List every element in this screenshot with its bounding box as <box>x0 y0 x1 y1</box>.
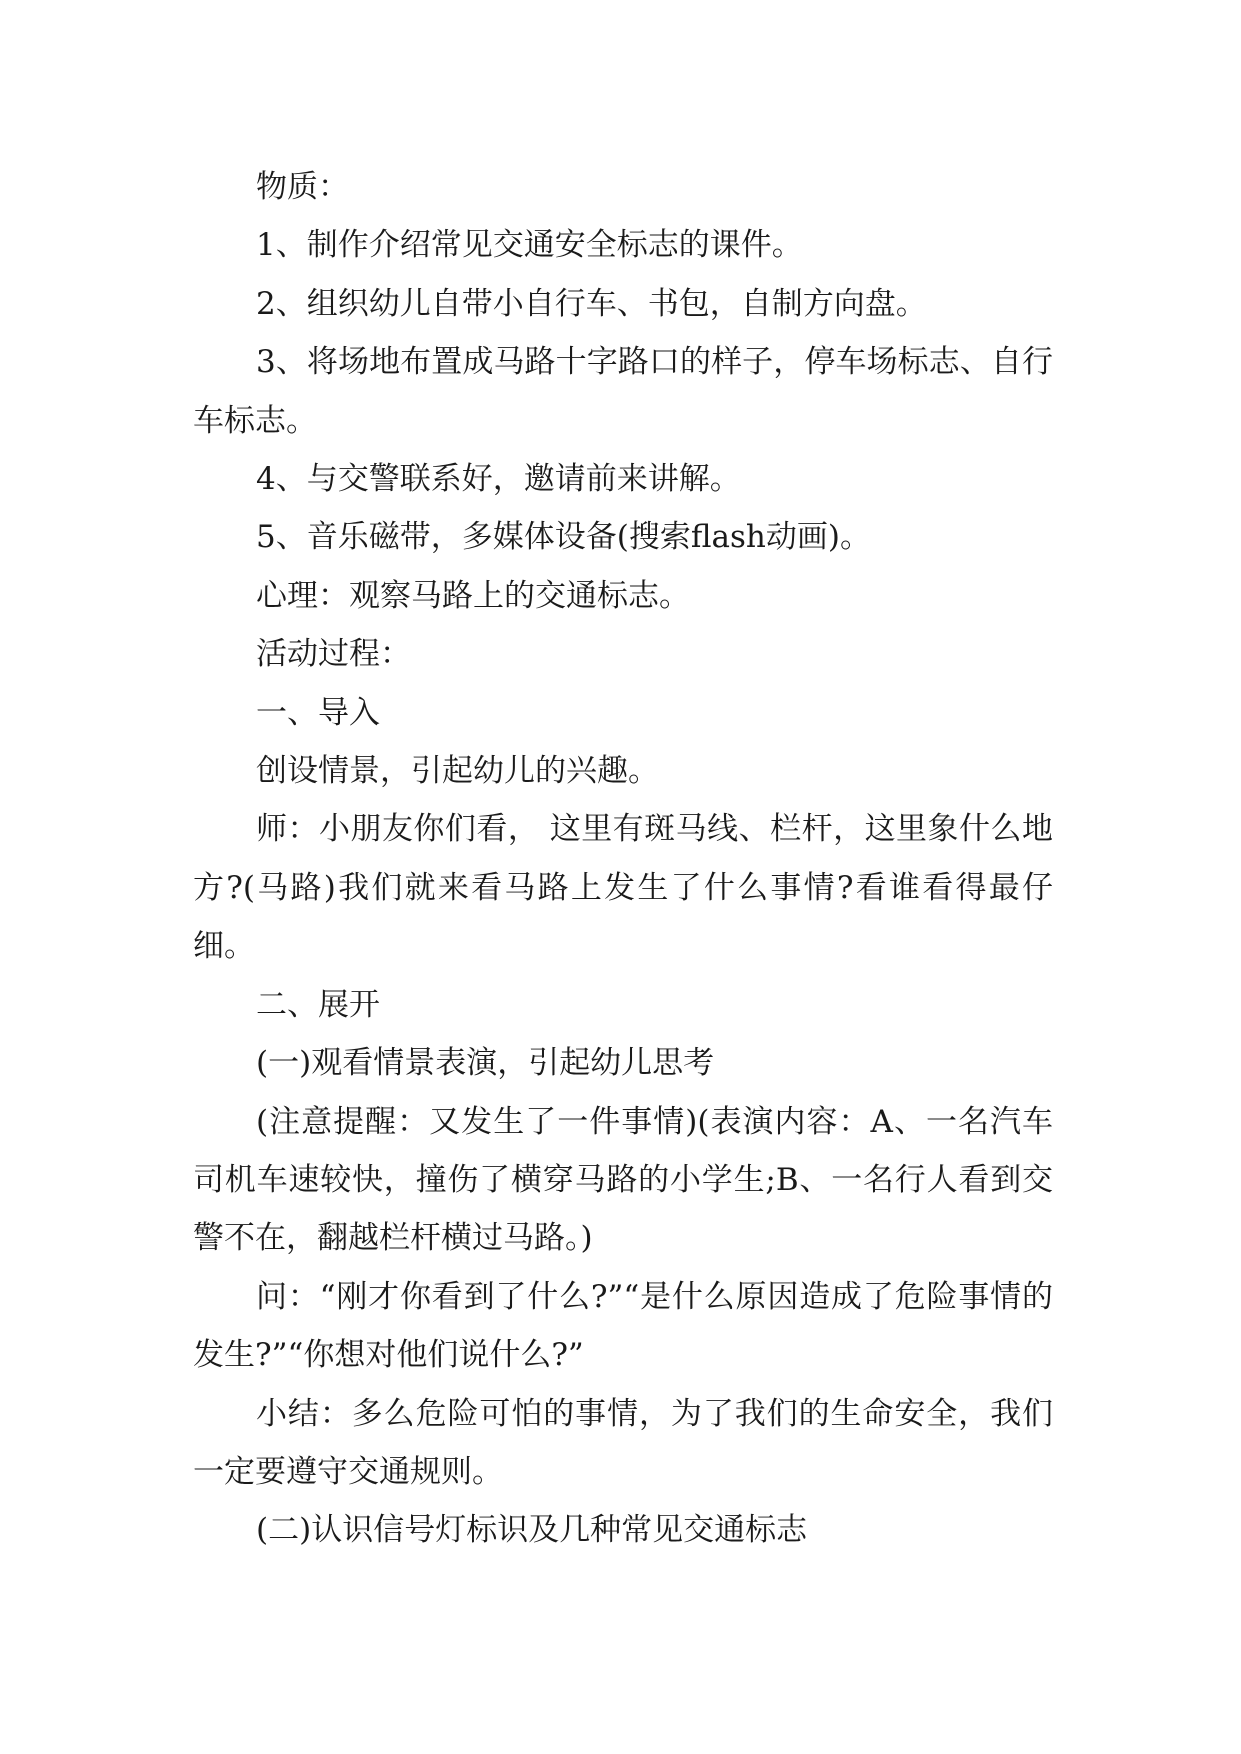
subsection-heading-1: (一)观看情景表演，引起幼儿思考 <box>256 1045 715 1082</box>
paragraph-process-heading: 活动过程： <box>256 636 411 673</box>
section-heading-intro: 一、导入 <box>256 694 380 731</box>
paragraph-item-4: 4、与交警联系好，邀请前来讲解。 <box>256 461 741 498</box>
paragraph-item-2: 2、组织幼儿自带小自行车、书包，自制方向盘。 <box>256 285 927 322</box>
subsection-heading-2: (二)认识信号灯标识及几种常见交通标志 <box>256 1512 808 1549</box>
paragraph-item-3: 3、将场地布置成马路十字路口的样子，停车场标志、自行车标志。 <box>193 344 1053 439</box>
paragraph-item-1: 1、制作介绍常见交通安全标志的课件。 <box>256 227 803 264</box>
paragraph-summary: 小结：多么危险可怕的事情，为了我们的生命安全，我们一定要遵守交通规则。 <box>193 1395 1053 1490</box>
paragraph-intro-scene: 创设情景，引起幼儿的兴趣。 <box>256 753 659 790</box>
paragraph-item-5: 5、音乐磁带，多媒体设备(搜索flash动画)。 <box>256 519 871 556</box>
paragraph-psychology: 心理：观察马路上的交通标志。 <box>256 577 690 614</box>
paragraph-performance: (注意提醒：又发生了一件事情)(表演内容：A、一名汽车司机车速较快，撞伤了横穿马路的小学生;B、一名行人看到交警不在，翻越栏杆横过马路。) <box>193 1103 1053 1257</box>
paragraph-materials-heading: 物质： <box>256 169 349 205</box>
paragraph-questions: 问：“刚才你看到了什么?”“是什么原因造成了危险事情的发生?”“你想对他们说什么?” <box>193 1278 1053 1374</box>
section-heading-develop: 二、展开 <box>256 986 380 1023</box>
document-body <box>193 158 1053 1560</box>
paragraph-teacher-talk: 师：小朋友你们看， 这里有斑马线、栏杆，这里象什么地方?(马路)我们就来看马路上发生了什么事情?看谁看得最仔细。 <box>193 811 1053 965</box>
